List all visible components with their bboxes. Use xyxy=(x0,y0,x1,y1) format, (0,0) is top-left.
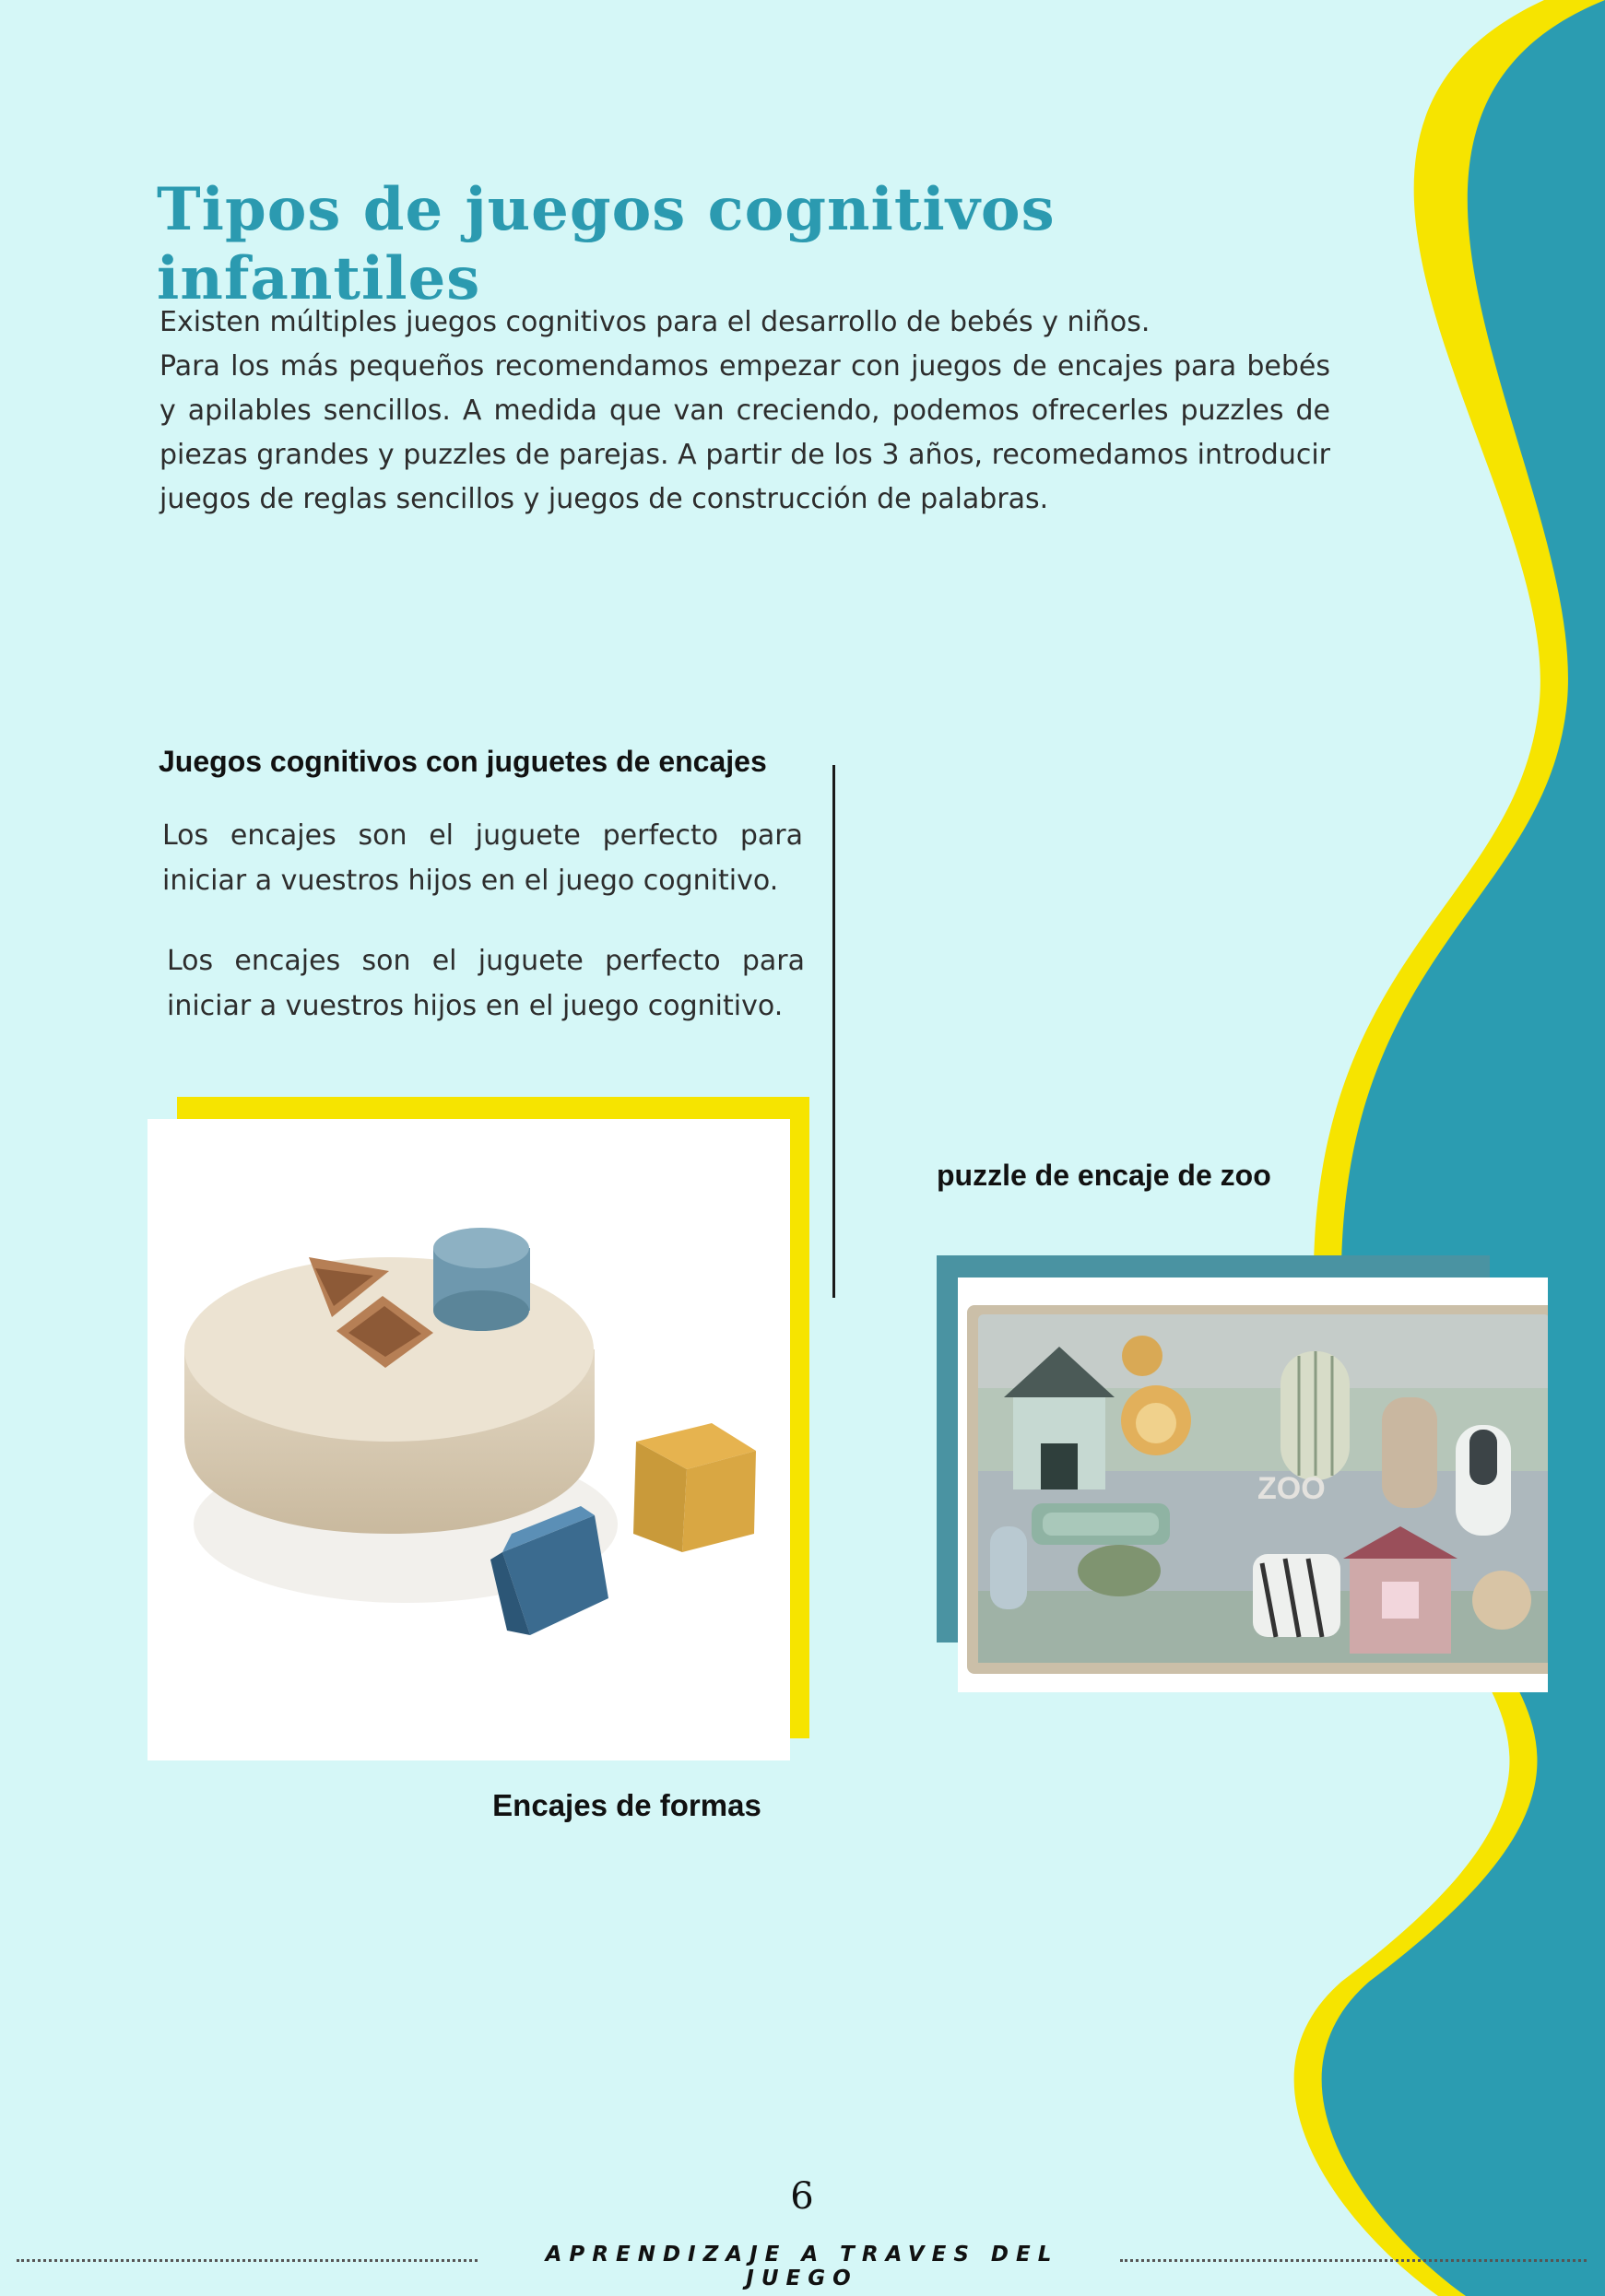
shape-sorter-photo xyxy=(148,1119,790,1760)
zoo-sign-text: ZOO xyxy=(1257,1471,1326,1506)
intro-text xyxy=(159,300,1330,522)
shape-sorter-illustration xyxy=(148,1119,790,1760)
page-title: Tipos de juegos cognitivos infantiles xyxy=(157,175,1056,313)
footer-dotted-line-right xyxy=(1120,2259,1587,2262)
zoo-puzzle-caption: puzzle de encaje de zoo xyxy=(937,1159,1271,1192)
section-paragraph-1: Los encajes son el juguete perfecto para iniciar a vuestros hijos en el juego cognitivo. xyxy=(162,819,803,897)
shape-sorter-caption: Encajes de formas xyxy=(492,1788,761,1822)
intro-first-line: Existen múltiples juegos cognitivos para el desarrollo de bebés y niños. xyxy=(159,306,1151,338)
page-number: 6 xyxy=(790,2175,814,2218)
section-paragraph-2: Los encajes son el juguete perfecto para iniciar a vuestros hijos en el juego cognitivo. xyxy=(167,945,805,1022)
footer-text: APRENDIZAJE A TRAVES DEL JUEGO xyxy=(545,2243,1059,2290)
vertical-divider xyxy=(832,765,835,1298)
footer-dotted-line-left xyxy=(17,2259,478,2262)
intro-paragraph: Para los más pequeños recomendamos empezar con juegos de encajes para bebés y apilables sencillos. A medida que van creciendo, podemos ofrecerles puzzles de piezas grandes y puzzles de parejas. A partir de los 3 años, recomedamos introducir juegos de reglas sencillos y juegos de construcción de palabras. xyxy=(159,350,1330,515)
section-heading: Juegos cognitivos con juguetes de encajes xyxy=(159,745,767,778)
zoo-puzzle-illustration xyxy=(958,1278,1548,1692)
zoo-puzzle-photo xyxy=(958,1278,1548,1692)
